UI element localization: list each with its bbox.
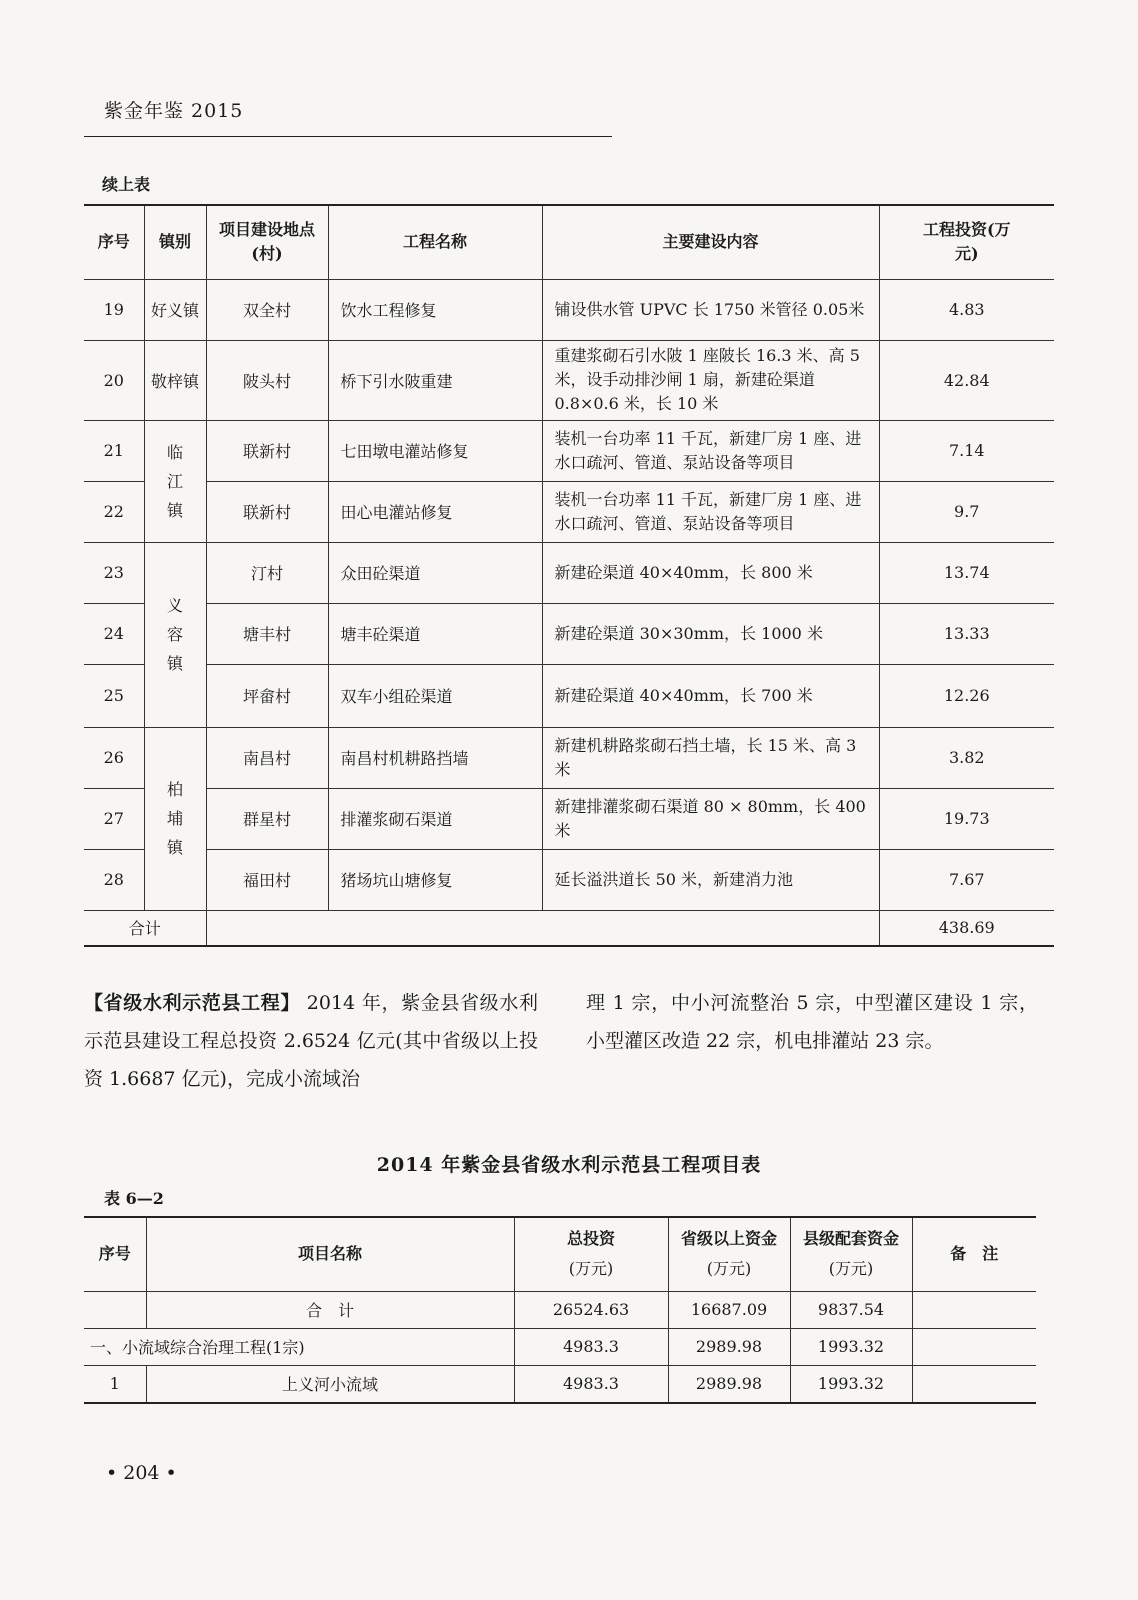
table-row <box>84 603 1054 664</box>
page-number: • 204 • <box>106 1462 177 1484</box>
paragraph-heading: 【省级水利示范县工程】 <box>84 992 301 1014</box>
row-village: 双全村 <box>206 279 328 340</box>
t2-row-county: 1993.32 <box>790 1328 912 1365</box>
row-no: 25 <box>84 664 144 727</box>
row-investment: 7.14 <box>879 420 1054 481</box>
t2-row-total: 26524.63 <box>514 1291 668 1328</box>
row-investment: 13.33 <box>879 603 1054 664</box>
unit-label: (万元) <box>568 1259 614 1279</box>
row-investment: 19.73 <box>879 788 1054 849</box>
row-no: 20 <box>84 340 144 420</box>
table-row <box>84 1365 1036 1403</box>
t2-header-remark: 备 注 <box>912 1217 1036 1291</box>
row-content: 新建砼渠道 30×30mm，长 1000 米 <box>542 603 879 664</box>
row-content: 新建排灌浆砌石渠道 80 × 80mm，长 400 米 <box>542 788 879 849</box>
row-village: 福田村 <box>206 849 328 910</box>
table-row <box>84 788 1054 849</box>
row-project-name: 田心电灌站修复 <box>328 481 542 542</box>
header-rule <box>84 136 612 137</box>
row-content: 新建机耕路浆砌石挡土墙，长 15 米、高 3 米 <box>542 727 879 788</box>
row-content: 延长溢洪道长 50 米，新建消力池 <box>542 849 879 910</box>
row-investment: 4.83 <box>879 279 1054 340</box>
t2-header-no: 序号 <box>84 1217 146 1291</box>
table-row <box>84 279 1054 340</box>
table-row <box>84 849 1054 910</box>
row-village: 群星村 <box>206 788 328 849</box>
t2-row-no: 1 <box>84 1365 146 1403</box>
t2-header-county: 县级配套资金 (万元) <box>790 1217 912 1291</box>
table-row <box>84 1291 1036 1328</box>
continued-label: 续上表 <box>102 175 151 194</box>
table1-total-row <box>84 910 1054 946</box>
row-town-merged: 义容镇 <box>144 542 206 727</box>
row-investment: 3.82 <box>879 727 1054 788</box>
row-village: 联新村 <box>206 481 328 542</box>
row-town-merged: 柏埔镇 <box>144 727 206 910</box>
t2-header-name: 项目名称 <box>146 1217 514 1291</box>
row-village: 陂头村 <box>206 340 328 420</box>
row-no: 21 <box>84 420 144 481</box>
t2-row-provincial: 2989.98 <box>668 1365 790 1403</box>
t2-row-county: 9837.54 <box>790 1291 912 1328</box>
paragraph-right-column: 理 1 宗，中小河流整治 5 宗，中型灌区建设 1 宗，小型灌区改造 22 宗，机电排灌站 23 宗。 <box>586 992 1038 1052</box>
t2-row-county: 1993.32 <box>790 1365 912 1403</box>
header-no: 序号 <box>84 205 144 279</box>
demo-county-projects-table <box>84 1216 1036 1404</box>
row-project-name: 众田砼渠道 <box>328 542 542 603</box>
row-content: 装机一台功率 11 千瓦，新建厂房 1 座、进水口疏河、管道、泵站设备等项目 <box>542 420 879 481</box>
row-no: 19 <box>84 279 144 340</box>
row-village: 汀村 <box>206 542 328 603</box>
header-village: 项目建设地点(村) <box>206 205 328 279</box>
t2-header-total: 总投资 (万元) <box>514 1217 668 1291</box>
yearbook-title: 紫金年鉴 2015 <box>104 100 244 122</box>
table-row <box>84 727 1054 788</box>
t2-row-name: 合 计 <box>146 1291 514 1328</box>
t2-row-provincial: 2989.98 <box>668 1328 790 1365</box>
row-no: 27 <box>84 788 144 849</box>
row-project-name: 塘丰砼渠道 <box>328 603 542 664</box>
t2-row-category: 一、小流域综合治理工程(1宗) <box>84 1328 514 1365</box>
row-project-name: 排灌浆砌石渠道 <box>328 788 542 849</box>
row-no: 22 <box>84 481 144 542</box>
unit-label: (万元) <box>706 1259 752 1279</box>
row-content: 铺设供水管 UPVC 长 1750 米管径 0.05米 <box>542 279 879 340</box>
row-village: 坪畲村 <box>206 664 328 727</box>
header-town: 镇别 <box>144 205 206 279</box>
row-investment: 42.84 <box>879 340 1054 420</box>
projects-table-continued <box>84 204 1054 947</box>
row-town-merged: 临江镇 <box>144 420 206 542</box>
row-content: 装机一台功率 11 千瓦，新建厂房 1 座、进水口疏河、管道、泵站设备等项目 <box>542 481 879 542</box>
table-row <box>84 542 1054 603</box>
row-project-name: 南昌村机耕路挡墙 <box>328 727 542 788</box>
row-investment: 7.67 <box>879 849 1054 910</box>
row-project-name: 桥下引水陂重建 <box>328 340 542 420</box>
row-no: 26 <box>84 727 144 788</box>
table-row <box>84 481 1054 542</box>
row-investment: 13.74 <box>879 542 1054 603</box>
row-town: 敬梓镇 <box>144 340 206 420</box>
t2-header-provincial: 省级以上资金 (万元) <box>668 1217 790 1291</box>
row-village: 南昌村 <box>206 727 328 788</box>
t2-row-remark <box>912 1328 1036 1365</box>
paragraph-left-column <box>84 984 538 1098</box>
t2-row-no <box>84 1291 146 1328</box>
row-project-name: 双车小组砼渠道 <box>328 664 542 727</box>
total-value: 438.69 <box>879 910 1054 946</box>
t2-row-total: 4983.3 <box>514 1328 668 1365</box>
t2-row-remark <box>912 1291 1036 1328</box>
row-project-name: 猪场坑山塘修复 <box>328 849 542 910</box>
row-project-name: 饮水工程修复 <box>328 279 542 340</box>
row-town: 好义镇 <box>144 279 206 340</box>
paragraph-left-text: 2014 年，紫金县省级水利示范县建设工程总投资 2.6524 亿元(其中省级以上投资 1.6687 亿元)，完成小流域治 <box>84 992 538 1090</box>
table-row <box>84 340 1054 420</box>
row-project-name: 七田墩电灌站修复 <box>328 420 542 481</box>
row-investment: 12.26 <box>879 664 1054 727</box>
row-no: 28 <box>84 849 144 910</box>
row-no: 23 <box>84 542 144 603</box>
table1-header-row <box>84 205 1054 279</box>
table-row <box>84 664 1054 727</box>
t2-row-remark <box>912 1365 1036 1403</box>
table-row <box>84 420 1054 481</box>
t2-row-name: 上义河小流域 <box>146 1365 514 1403</box>
table2-label: 表 6—2 <box>104 1189 164 1208</box>
row-investment: 9.7 <box>879 481 1054 542</box>
table2-header-row <box>84 1217 1036 1291</box>
total-label: 合计 <box>84 910 206 946</box>
row-content: 新建砼渠道 40×40mm，长 800 米 <box>542 542 879 603</box>
header-investment: 工程投资(万元) <box>879 205 1054 279</box>
unit-label: (万元) <box>828 1259 874 1279</box>
row-content: 新建砼渠道 40×40mm，长 700 米 <box>542 664 879 727</box>
row-content: 重建浆砌石引水陂 1 座陂长 16.3 米、高 5 米，设手动排沙闸 1 扇，新建砼渠道 0.8×0.6 米，长 10 米 <box>542 340 879 420</box>
table-row <box>84 1328 1036 1365</box>
row-village: 联新村 <box>206 420 328 481</box>
header-project-name: 工程名称 <box>328 205 542 279</box>
header-content: 主要建设内容 <box>542 205 879 279</box>
t2-row-provincial: 16687.09 <box>668 1291 790 1328</box>
row-no: 24 <box>84 603 144 664</box>
t2-row-total: 4983.3 <box>514 1365 668 1403</box>
table2-title: 2014 年紫金县省级水利示范县工程项目表 <box>376 1154 762 1176</box>
row-village: 塘丰村 <box>206 603 328 664</box>
total-empty-cell <box>206 910 879 946</box>
